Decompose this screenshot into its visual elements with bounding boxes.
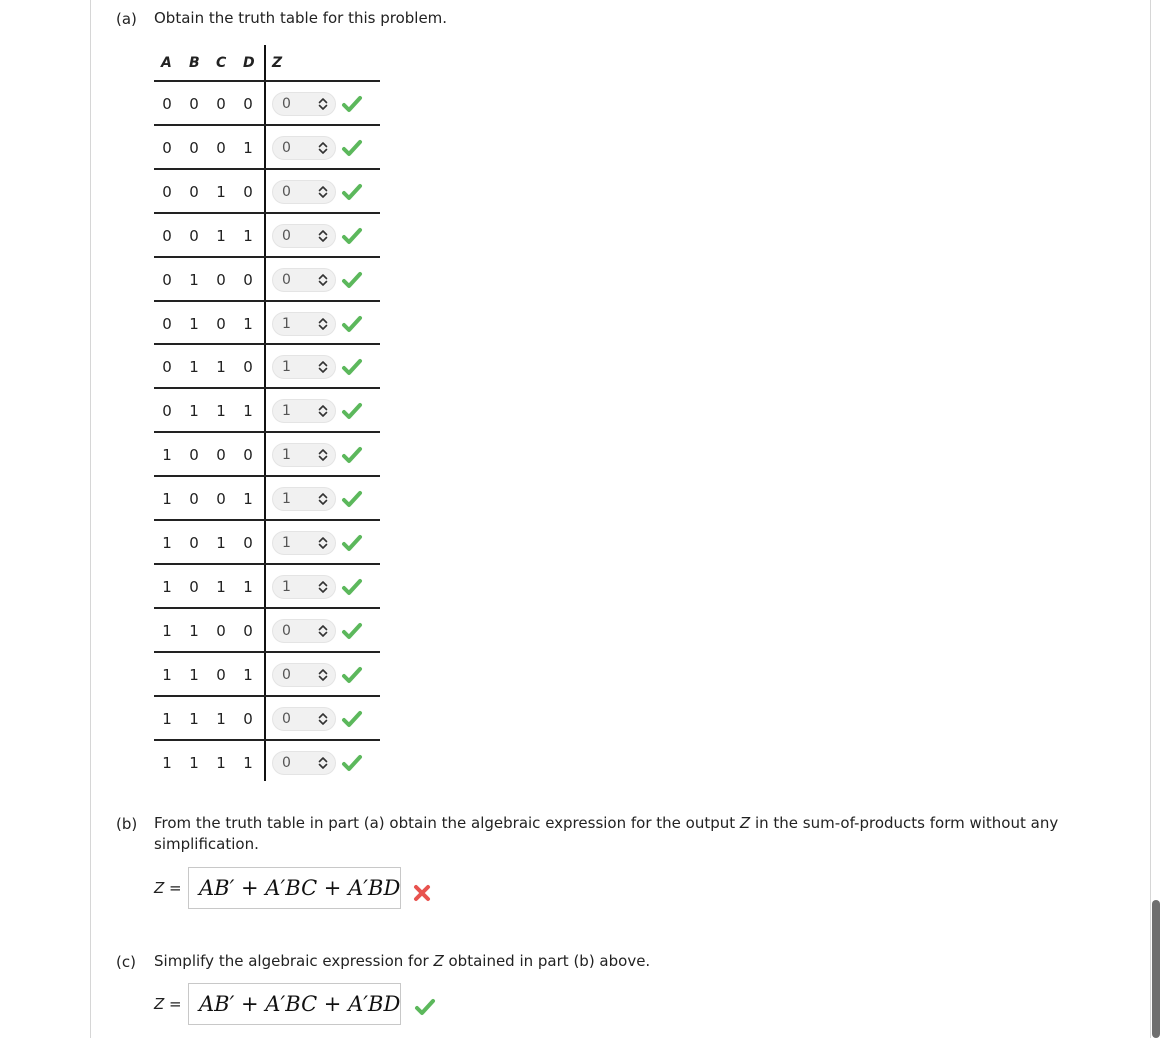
input-a-value: 1 — [162, 490, 172, 509]
chevron-up-down-icon — [317, 624, 329, 638]
input-c-value: 0 — [216, 95, 226, 113]
z-output-value: 1 — [282, 359, 291, 376]
z-output-value: 1 — [282, 403, 291, 420]
part-b-prompt — [154, 813, 1114, 855]
z-output-select[interactable] — [272, 619, 336, 643]
input-d-value: 0 — [243, 182, 253, 201]
header-b: B — [189, 55, 200, 71]
checkmark-icon — [341, 227, 363, 245]
part-c-prompt-text-2: obtained in part (b) above. — [443, 952, 651, 970]
scrollbar-thumb[interactable] — [1152, 900, 1160, 1038]
input-a-value: 1 — [162, 534, 172, 552]
part-b-prompt-line2: simplification. — [154, 835, 259, 853]
checkmark-icon — [341, 446, 363, 464]
input-c-value: 0 — [216, 490, 226, 509]
content-right-border — [1150, 0, 1151, 1038]
z-output-select[interactable] — [272, 531, 336, 555]
z-output-value: 1 — [282, 447, 291, 464]
z-output-value: 1 — [282, 578, 291, 595]
header-d: D — [243, 55, 255, 71]
z-output-value: 0 — [282, 710, 291, 727]
part-b-eq-label: Z = — [154, 879, 182, 897]
z-output-select[interactable] — [272, 751, 336, 775]
input-b-value: 1 — [189, 753, 199, 772]
input-a-value: 1 — [162, 621, 172, 640]
part-c-label: (c) — [116, 953, 136, 971]
chevron-up-down-icon — [317, 448, 329, 462]
chevron-up-down-icon — [317, 185, 329, 199]
input-b-value: 0 — [189, 446, 199, 465]
chevron-up-down-icon — [317, 229, 329, 243]
row-separator — [154, 343, 380, 345]
checkmark-icon — [341, 490, 363, 508]
input-d-value: 0 — [243, 534, 253, 552]
row-separator — [154, 475, 380, 477]
checkmark-icon — [341, 666, 363, 684]
part-a-label: (a) — [116, 10, 137, 28]
input-b-value: 1 — [189, 621, 199, 640]
part-b-prompt-text-2: in the sum-of-products form without any — [750, 814, 1059, 832]
z-output-select[interactable] — [272, 707, 336, 731]
input-c-value: 0 — [216, 314, 226, 333]
chevron-up-down-icon — [317, 360, 329, 374]
z-output-value: 1 — [282, 491, 291, 508]
input-d-value: 0 — [243, 621, 253, 640]
input-a-value: 1 — [162, 753, 172, 772]
z-output-select[interactable] — [272, 312, 336, 336]
input-d-value: 0 — [243, 95, 253, 113]
input-c-value: 0 — [216, 138, 226, 157]
input-d-value: 1 — [243, 577, 253, 596]
checkmark-icon — [414, 998, 436, 1016]
input-a-value: 1 — [162, 446, 172, 465]
input-a-value: 0 — [162, 226, 172, 245]
part-b-prompt-var: Z — [739, 814, 751, 832]
checkmark-icon — [341, 139, 363, 157]
z-output-select[interactable] — [272, 268, 336, 292]
row-separator — [154, 519, 380, 521]
input-d-value: 0 — [243, 358, 253, 377]
z-output-select[interactable] — [272, 399, 336, 423]
checkmark-icon — [341, 622, 363, 640]
input-a-value: 0 — [162, 182, 172, 201]
input-c-value: 1 — [216, 358, 226, 377]
z-output-value: 0 — [282, 622, 291, 639]
row-separator — [154, 651, 380, 653]
content-left-border — [90, 0, 91, 1038]
input-d-value: 1 — [243, 402, 253, 421]
input-a-value: 0 — [162, 314, 172, 333]
z-output-value: 0 — [282, 227, 291, 244]
input-d-value: 0 — [243, 709, 253, 728]
input-b-value: 1 — [189, 709, 199, 728]
part-c-prompt-text: Simplify the algebraic expression for — [154, 952, 434, 970]
input-b-value: 1 — [189, 665, 199, 684]
checkmark-icon — [341, 315, 363, 333]
z-output-select[interactable] — [272, 180, 336, 204]
input-a-value: 0 — [162, 270, 172, 289]
input-a-value: 1 — [162, 577, 172, 596]
z-output-value: 0 — [282, 96, 291, 112]
row-separator — [154, 80, 380, 82]
input-b-value: 1 — [189, 270, 199, 289]
row-separator — [154, 431, 380, 433]
checkmark-icon — [341, 402, 363, 420]
input-b-value: 0 — [189, 138, 199, 157]
header-c: C — [216, 55, 227, 71]
z-output-value: 1 — [282, 535, 291, 551]
chevron-up-down-icon — [317, 756, 329, 770]
input-b-value: 0 — [189, 577, 199, 596]
chevron-up-down-icon — [317, 141, 329, 155]
chevron-up-down-icon — [317, 97, 329, 111]
part-b-prompt-text: From the truth table in part (a) obtain the algebraic expression for the output — [154, 814, 740, 832]
part-c-prompt-var: Z — [433, 952, 444, 970]
input-a-value: 1 — [162, 709, 172, 728]
z-output-select[interactable] — [272, 575, 336, 599]
input-d-value: 0 — [243, 270, 253, 289]
header-z: Z — [272, 55, 283, 71]
chevron-up-down-icon — [317, 317, 329, 331]
chevron-up-down-icon — [317, 273, 329, 287]
z-output-select[interactable] — [272, 355, 336, 379]
z-output-value: 0 — [282, 666, 291, 683]
part-c-eq-label: Z = — [154, 995, 182, 1013]
input-c-value: 0 — [216, 270, 226, 289]
table-divider — [264, 45, 266, 781]
row-separator — [154, 739, 380, 741]
row-separator — [154, 168, 380, 170]
row-separator — [154, 212, 380, 214]
row-separator — [154, 387, 380, 389]
input-b-value: 0 — [189, 182, 199, 201]
checkmark-icon — [341, 183, 363, 201]
input-c-value: 1 — [216, 534, 226, 552]
input-b-value: 0 — [189, 226, 199, 245]
z-output-select[interactable] — [272, 443, 336, 467]
checkmark-icon — [341, 578, 363, 596]
part-b-label: (b) — [116, 815, 138, 833]
input-c-value: 0 — [216, 621, 226, 640]
input-d-value: 0 — [243, 446, 253, 465]
input-b-value: 0 — [189, 95, 199, 113]
checkmark-icon — [341, 754, 363, 772]
input-c-value: 1 — [216, 402, 226, 421]
row-separator — [154, 695, 380, 697]
checkmark-icon — [341, 710, 363, 728]
checkmark-icon — [341, 358, 363, 376]
chevron-up-down-icon — [317, 668, 329, 682]
input-c-value: 1 — [216, 182, 226, 201]
input-d-value: 1 — [243, 226, 253, 245]
input-d-value: 1 — [243, 138, 253, 157]
x-mark-icon — [412, 883, 432, 903]
z-output-select[interactable] — [272, 92, 336, 116]
input-c-value: 1 — [216, 709, 226, 728]
input-b-value: 1 — [189, 314, 199, 333]
input-c-value: 0 — [216, 665, 226, 684]
input-d-value: 1 — [243, 753, 253, 772]
input-d-value: 1 — [243, 665, 253, 684]
input-a-value: 1 — [162, 665, 172, 684]
chevron-up-down-icon — [317, 536, 329, 550]
input-c-value: 0 — [216, 446, 226, 465]
row-separator — [154, 256, 380, 258]
checkmark-icon — [341, 95, 363, 113]
z-output-select[interactable] — [272, 224, 336, 248]
chevron-up-down-icon — [317, 492, 329, 506]
z-output-value: 1 — [282, 315, 291, 332]
input-d-value: 1 — [243, 490, 253, 509]
part-c-prompt — [154, 951, 650, 972]
chevron-up-down-icon — [317, 580, 329, 594]
z-output-value: 0 — [282, 139, 291, 156]
row-separator — [154, 563, 380, 565]
z-output-select[interactable] — [272, 487, 336, 511]
checkmark-icon — [341, 534, 363, 552]
input-c-value: 1 — [216, 577, 226, 596]
z-output-select[interactable] — [272, 663, 336, 687]
part-b-answer-input[interactable]: AB′ + A′BC + A′BD — [188, 867, 401, 909]
checkmark-icon — [341, 271, 363, 289]
input-c-value: 1 — [216, 226, 226, 245]
input-a-value: 0 — [162, 95, 172, 113]
input-b-value: 0 — [189, 490, 199, 509]
row-separator — [154, 124, 380, 126]
input-a-value: 0 — [162, 138, 172, 157]
input-b-value: 1 — [189, 358, 199, 377]
row-separator — [154, 300, 380, 302]
part-c-answer-input[interactable]: AB′ + A′BC + A′BD — [188, 983, 401, 1025]
header-a: A — [161, 55, 172, 71]
input-b-value: 1 — [189, 402, 199, 421]
input-b-value: 0 — [189, 534, 199, 552]
z-output-select[interactable] — [272, 136, 336, 160]
part-a-prompt: Obtain the truth table for this problem. — [154, 9, 448, 27]
z-output-value: 0 — [282, 183, 291, 200]
row-separator — [154, 607, 380, 609]
input-c-value: 1 — [216, 753, 226, 772]
chevron-up-down-icon — [317, 404, 329, 418]
input-a-value: 0 — [162, 358, 172, 377]
z-output-value: 0 — [282, 271, 291, 288]
input-d-value: 1 — [243, 314, 253, 333]
input-a-value: 0 — [162, 402, 172, 421]
chevron-up-down-icon — [317, 712, 329, 726]
z-output-value: 0 — [282, 754, 291, 771]
